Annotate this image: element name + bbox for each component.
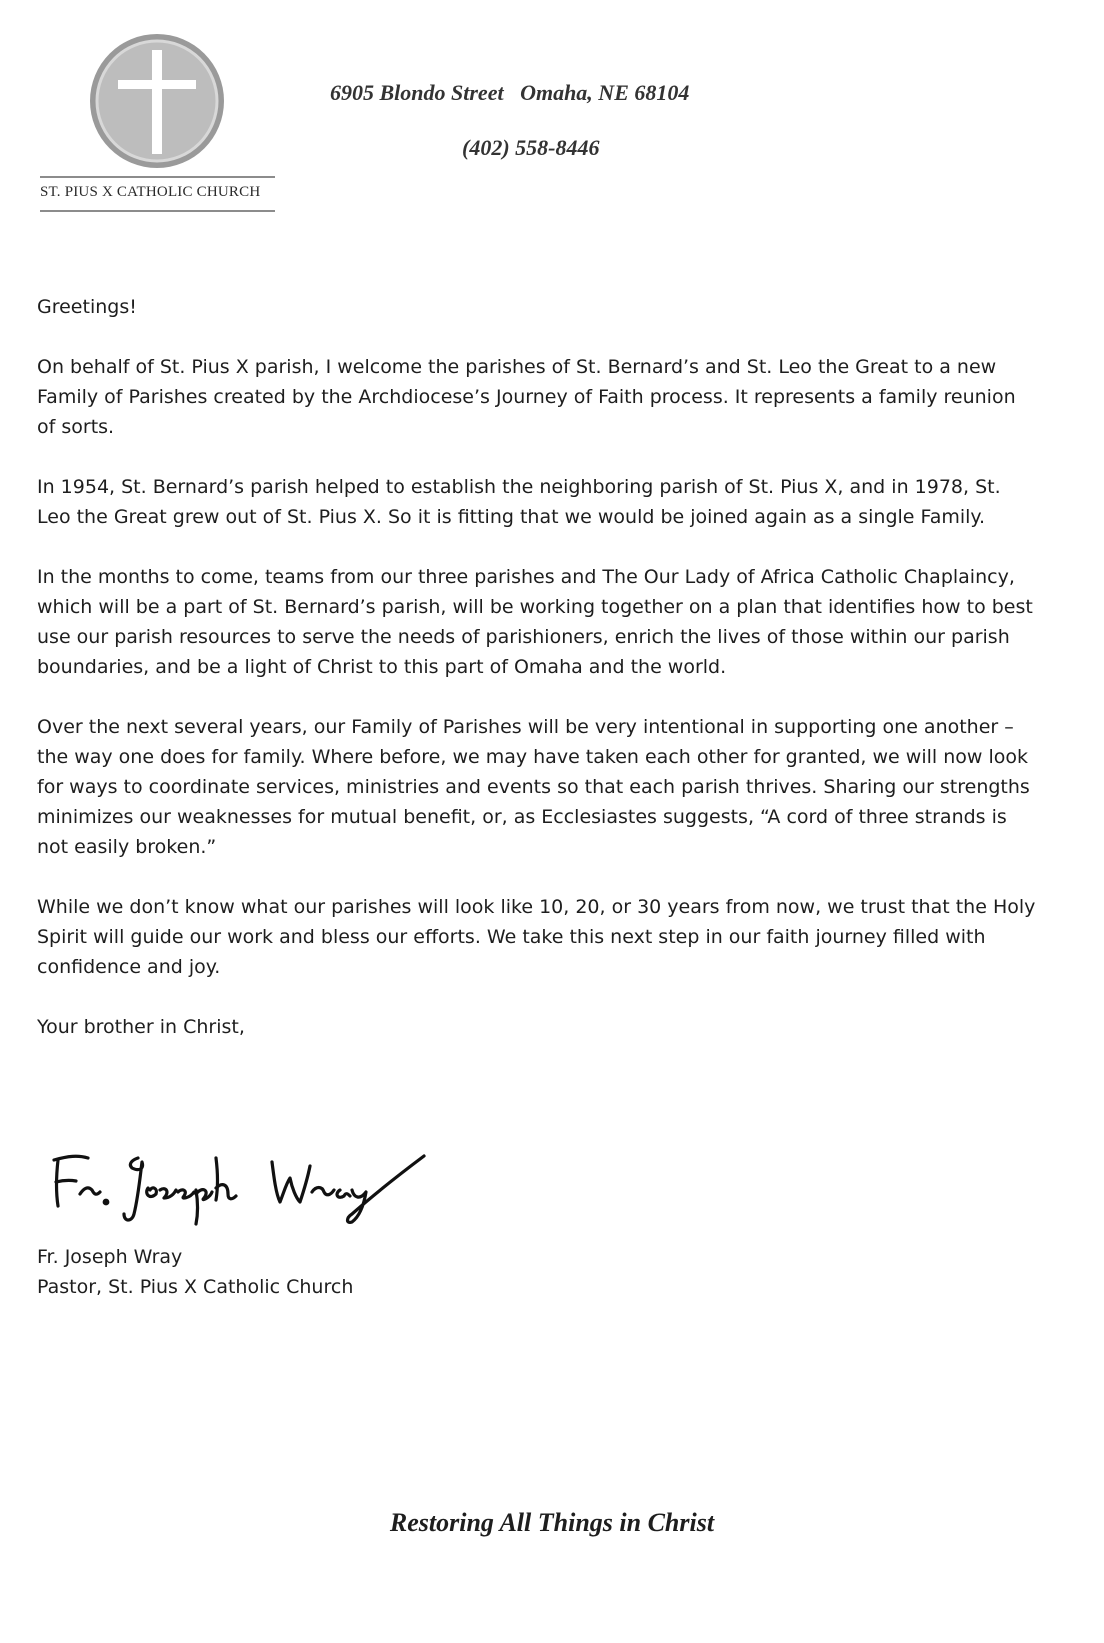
cross-seal-icon xyxy=(88,32,226,170)
church-name: ST. PIUS X CATHOLIC CHURCH xyxy=(40,184,261,200)
signer-name: Fr. Joseph Wray xyxy=(37,1246,183,1268)
signer-title: Pastor, St. Pius X Catholic Church xyxy=(37,1276,354,1298)
logo-rule-bottom xyxy=(40,210,275,212)
paragraph-intentional: Over the next several years, our Family of Parishes will be very intentional in supporting one another – the way one does for family. Where before, we may have taken each other for granted, we will now look for ways to coordinate services, ministries and events so that each parish thrives. Sharing our strengths minimizes our weaknesses for mutual benefit, or, as Ecclesiastes suggests, “A cord of three strands is not easily broken.” xyxy=(37,716,1030,858)
handwritten-signature xyxy=(40,1138,440,1228)
church-address: 6905 Blondo Street Omaha, NE 68104 xyxy=(330,80,690,105)
paragraph-teams: In the months to come, teams from our three parishes and The Our Lady of Africa Catholic Chaplaincy, which will be a part of St. Bernard’s parish, will be working together on a plan that identifies how to best use our parish resources to serve the needs of parishioners, enrich the lives of those within our parish boundaries, and be a light of Christ to this part of Omaha and the world. xyxy=(37,566,1033,678)
paragraph-trust: While we don’t know what our parishes will look like 10, 20, or 30 years from now, we trust that the Holy Spirit will guide our work and bless our efforts. We take this next step in our faith journey filled with confidence and joy. xyxy=(37,896,1036,978)
letter-body xyxy=(37,292,1037,1072)
church-phone: (402) 558-8446 xyxy=(462,135,600,160)
signer-block xyxy=(37,1242,353,1302)
letterhead xyxy=(0,0,1104,230)
greeting: Greetings! xyxy=(37,296,137,318)
paragraph-welcome: On behalf of St. Pius X parish, I welcome the parishes of St. Bernard’s and St. Leo the Great to a new Family of Parishes created by the Archdiocese’s Journey of Faith process. It represents a family reunion of sorts. xyxy=(37,356,1016,438)
closing: Your brother in Christ, xyxy=(37,1016,245,1038)
footer-motto: Restoring All Things in Christ xyxy=(389,1508,715,1537)
logo-rule-top xyxy=(40,176,275,178)
church-logo xyxy=(40,32,285,217)
paragraph-history: In 1954, St. Bernard’s parish helped to establish the neighboring parish of St. Pius X, and in 1978, St. Leo the Great grew out of St. Pius X. So it is fitting that we would be joined again as a single Family. xyxy=(37,476,1001,528)
